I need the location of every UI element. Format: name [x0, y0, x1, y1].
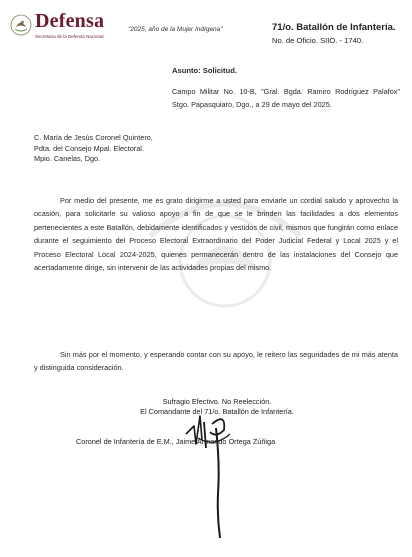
place-date: Campo Militar No. 10-B, "Gral. Bgda. Ramiro Rodríguez Palafox" Stgo. Papasquiaro, Dgo., a 29 de mayo del 2025. — [172, 87, 400, 110]
recipient-position: Pdta. del Consejo Mpal. Electoral. — [34, 143, 144, 153]
unit-name: 71/o. Batallón de Infantería. — [272, 22, 396, 33]
office-number: No. de Oficio. SIIO. - 1740. — [272, 36, 364, 45]
mexican-coat-of-arms-icon — [10, 14, 32, 36]
body-paragraph-2: Sin más por el momento, y esperando contar con su apoyo, le reitero las seguridades de mi más atenta y distinguida consideración. — [34, 350, 398, 373]
handwritten-signature — [176, 404, 242, 540]
closing-motto: Sufragio Efectivo. No Reelección. — [162, 397, 272, 406]
subject-line: Asunto: Solicitud. — [172, 66, 237, 75]
brand-name: Defensa — [35, 10, 105, 32]
closing-commander: El Comandante del 71/o. Batallón de Infantería. — [140, 406, 294, 416]
signer-name: Coronel de Infantería de E.M., Jaime Armando Ortega Zúñiga — [76, 437, 276, 446]
recipient-name: C. María de Jesús Coronel Quintero, — [34, 133, 153, 142]
recipient-location: Mpio. Canelas, Dgo. — [34, 154, 101, 164]
year-motto: "2025, año de la Mujer Indígena" — [128, 26, 223, 33]
brand-subtitle: Secretaría de la Defensa Nacional — [35, 34, 104, 39]
body-paragraph-1: Por medio del presente, me es grato dirigirme a usted para enviarle un cordial saludo y aprovecho la ocasión, para solicitarle su valioso apoyo a fin de que se le brinden las facilidades a dos elementos pertenecientes a este Batallón, debidamente identificados y vestidos de civil, mismos que fungirán como enlace durante el seguimiento del Proceso Electoral Extraordinario del Poder Judicial Federal y Local 2025 y el Proceso Electoral Local 2024-2025, quienes permanecerán dentro de las instalaciones del Consejo que acertadamente dirige, sin intervenir de las actividades propias del mismo. — [34, 196, 398, 273]
recipient-block — [34, 133, 153, 165]
